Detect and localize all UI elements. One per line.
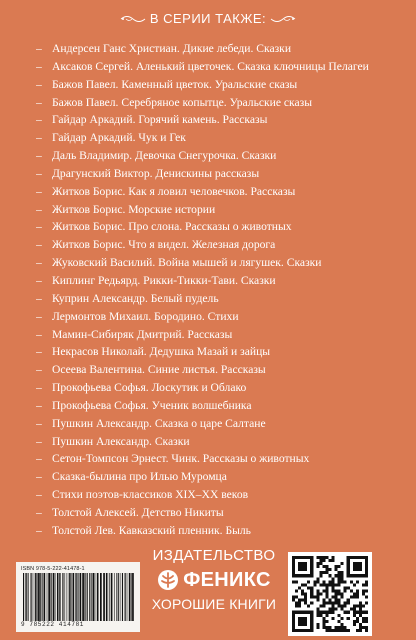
series-list-item (36, 308, 406, 326)
list-dash: – (36, 488, 42, 502)
series-heading-text: В СЕРИИ ТАКЖЕ: (149, 11, 267, 26)
series-list-item (36, 397, 406, 415)
series-item-title: Сказка-былина про Илью Муромца (52, 470, 227, 484)
series-list-item (36, 94, 406, 112)
series-item-title: Прокофьева Софья. Ученик волшебника (52, 398, 252, 412)
list-dash: – (36, 238, 42, 252)
series-list-item (36, 379, 406, 397)
series-item-title: Житков Борис. Что я видел. Железная дорога (52, 238, 276, 252)
list-dash: – (36, 309, 42, 323)
series-item-title: Гайдар Аркадий. Чук и Гек (52, 131, 186, 145)
series-list-item (36, 76, 406, 94)
series-list-item (36, 504, 406, 522)
series-list-item (36, 254, 406, 272)
series-list-item (36, 129, 406, 147)
series-item-title: Пушкин Александр. Сказка о царе Салтане (52, 416, 266, 430)
barcode-icon (21, 573, 135, 621)
qr-code-box (288, 552, 372, 636)
series-item-title: Некрасов Николай. Дедушка Мазай и зайцы (52, 345, 271, 359)
ornament-left-icon (120, 14, 146, 24)
series-list-item (36, 361, 406, 379)
series-item-title: Толстой Лев. Кавказский пленник. Быль (52, 523, 251, 537)
series-heading-wrap (0, 10, 416, 28)
series-item-title: Житков Борис. Морские истории (52, 202, 216, 216)
series-item-title: Даль Владимир. Девочка Снегурочка. Сказки (52, 149, 277, 163)
series-item-title: Стихи поэтов-классиков XIX–XX веков (52, 488, 249, 502)
list-dash: – (36, 434, 42, 448)
list-dash: – (36, 416, 42, 430)
footer (0, 540, 416, 640)
series-list-item (36, 486, 406, 504)
series-item-title: Драгунский Виктор. Денискины рассказы (52, 166, 260, 180)
series-list-item (36, 290, 406, 308)
list-dash: – (36, 505, 42, 519)
list-dash: – (36, 381, 42, 395)
series-list-item (36, 147, 406, 165)
series-item-title: Киплинг Редьярд. Рикки-Тикки-Тави. Сказки (52, 273, 276, 287)
publisher-brand (150, 566, 278, 594)
series-list-item (36, 40, 406, 58)
barcode-number: 9 785222 414781 (21, 621, 85, 628)
series-list-item (36, 326, 406, 344)
phoenix-logo-icon (157, 569, 179, 591)
list-dash: – (36, 273, 42, 287)
series-item-title: Бажов Павел. Серебряное копытце. Уральские сказы (52, 95, 313, 109)
series-list-item (36, 201, 406, 219)
barcode-box (16, 562, 140, 632)
series-item-title: Мамин-Сибиряк Дмитрий. Рассказы (52, 327, 233, 341)
series-list-item (36, 236, 406, 254)
isbn-text: ISBN 978-5-222-41478-1 (21, 566, 85, 572)
publisher-block (150, 546, 278, 614)
list-dash: – (36, 113, 42, 127)
series-item-title: Жуковский Василий. Война мышей и лягушек. Сказки (52, 256, 322, 270)
series-item-title: Осеева Валентина. Синие листья. Рассказы (52, 363, 266, 377)
series-list-item (36, 218, 406, 236)
list-dash: – (36, 452, 42, 466)
list-dash: – (36, 220, 42, 234)
series-item-title: Аксаков Сергей. Аленький цветочек. Сказка ключницы Пелагеи (52, 59, 369, 73)
series-heading (120, 11, 296, 26)
series-list-item (36, 343, 406, 361)
series-item-title: Прокофьева Софья. Лоскутик и Облако (52, 381, 247, 395)
publisher-tagline: ХОРОШИЕ КНИГИ (151, 596, 277, 612)
series-item-title: Толстой Алексей. Детство Никиты (52, 505, 224, 519)
series-item-title: Житков Борис. Как я ловил человечков. Рассказы (52, 184, 296, 198)
list-dash: – (36, 131, 42, 145)
qr-code-icon (292, 556, 368, 632)
series-list-item (36, 272, 406, 290)
list-dash: – (36, 59, 42, 73)
series-list-item (36, 522, 406, 540)
series-list-item (36, 433, 406, 451)
series-item-title: Бажов Павел. Каменный цветок. Уральские сказы (52, 77, 298, 91)
list-dash: – (36, 42, 42, 55)
list-dash: – (36, 202, 42, 216)
list-dash: – (36, 327, 42, 341)
list-dash: – (36, 95, 42, 109)
list-dash: – (36, 470, 42, 484)
series-list-item (36, 183, 406, 201)
list-dash: – (36, 345, 42, 359)
series-list-item (36, 58, 406, 76)
series-item-title: Житков Борис. Про слона. Рассказы о животных (52, 220, 292, 234)
series-list-item (36, 165, 406, 183)
list-dash: – (36, 363, 42, 377)
series-item-title: Пушкин Александр. Сказки (52, 434, 190, 448)
list-dash: – (36, 184, 42, 198)
list-dash: – (36, 166, 42, 180)
list-dash: – (36, 523, 42, 537)
list-dash: – (36, 256, 42, 270)
publisher-name: ФЕНИКС (183, 569, 271, 591)
list-dash: – (36, 291, 42, 305)
series-item-title: Лермонтов Михаил. Бородино. Стихи (52, 309, 239, 323)
list-dash: – (36, 149, 42, 163)
series-list-item (36, 450, 406, 468)
publisher-top-text: ИЗДАТЕЛЬСТВО (152, 547, 276, 564)
series-list (36, 40, 406, 540)
list-dash: – (36, 77, 42, 91)
series-item-title: Андерсен Ганс Христиан. Дикие лебеди. Сказки (52, 42, 292, 55)
ornament-right-icon (270, 14, 296, 24)
series-item-title: Сетон-Томпсон Эрнест. Чинк. Рассказы о животных (52, 452, 310, 466)
series-item-title: Гайдар Аркадий. Горячий камень. Рассказы (52, 113, 268, 127)
series-list-item (36, 111, 406, 129)
series-list-item (36, 468, 406, 486)
series-item-title: Куприн Александр. Белый пудель (52, 291, 219, 305)
list-dash: – (36, 398, 42, 412)
series-list-item (36, 415, 406, 433)
